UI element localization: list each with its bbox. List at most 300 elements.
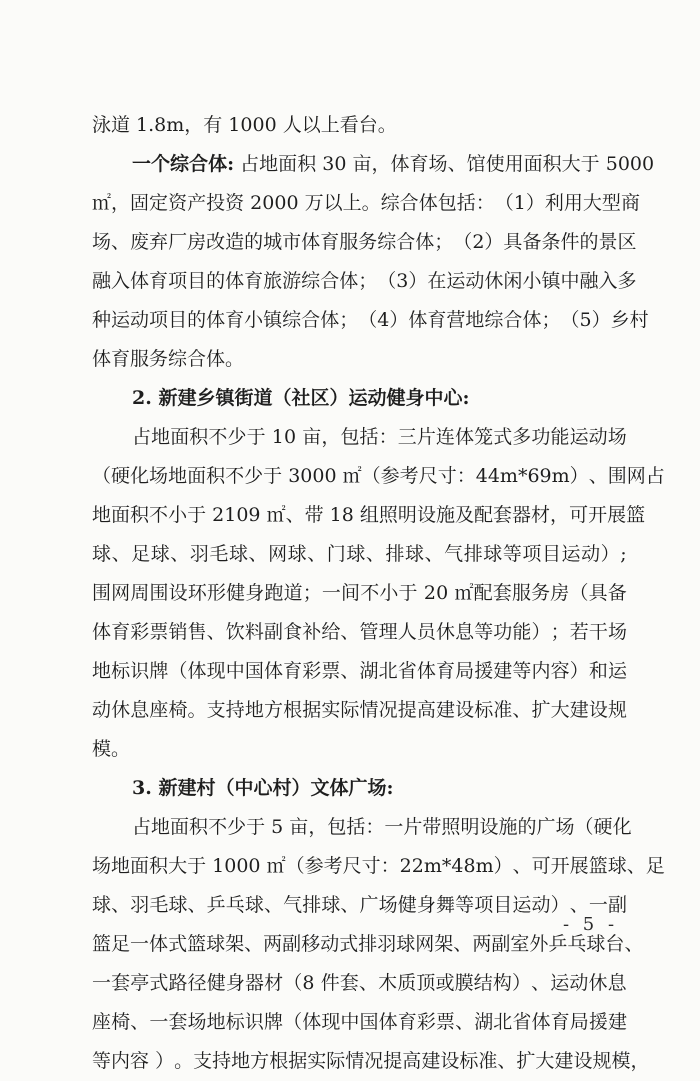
body-text: 移: [301, 933, 321, 955]
body-text: 建: [435, 699, 455, 721]
body-text: 建: [493, 660, 513, 682]
body-text: 小: [379, 582, 399, 604]
body-text: 0: [334, 153, 347, 175]
body-text: 地: [92, 660, 112, 682]
body-text: 3: [322, 153, 335, 175]
body-text: 5: [271, 816, 284, 838]
text-line-content: [132, 418, 627, 457]
body-text: 球: [287, 543, 307, 565]
body-text: 体: [339, 270, 359, 292]
body-text: 育: [435, 660, 455, 682]
body-text: （: [569, 582, 589, 604]
body-text: 、: [424, 543, 444, 565]
body-text: 0: [283, 426, 297, 448]
body-text: （: [494, 192, 514, 214]
body-text: ；: [550, 621, 570, 643]
body-text: 准: [493, 699, 513, 721]
body-text: 投: [206, 192, 226, 214]
body-text: 排: [302, 894, 322, 916]
body-text: 休: [484, 270, 504, 292]
text-line: [92, 379, 627, 418]
body-text: 4: [487, 465, 500, 487]
body-text: 材: [531, 504, 551, 526]
body-text: 景: [598, 231, 618, 253]
text-line: [92, 223, 637, 262]
body-text: 架: [434, 933, 454, 955]
body-text: 场: [92, 855, 112, 877]
text-line: [92, 574, 627, 613]
body-text: ，: [630, 1050, 650, 1072]
body-text: ；: [358, 270, 378, 292]
body-text: 球: [321, 894, 341, 916]
body-text: 套: [492, 582, 512, 604]
text-line: [92, 418, 627, 457]
body-text: 2: [250, 192, 263, 214]
body-text: 围: [149, 582, 169, 604]
body-text: 9: [539, 465, 552, 487]
body-text: 造: [225, 231, 245, 253]
body-text: 乓: [225, 894, 245, 916]
body-text: 综: [301, 270, 321, 292]
body-text: ）: [591, 309, 611, 331]
body-text: 体: [92, 621, 112, 643]
body-text: 尺: [342, 855, 362, 877]
body-text: 闲: [503, 270, 523, 292]
body-text: 休: [435, 621, 455, 643]
bold-text: 2. 新建乡镇街道（社区）运动健身中心:: [132, 387, 470, 409]
body-text: 身: [416, 894, 436, 916]
body-text: 积: [206, 465, 226, 487]
body-text: 寸: [437, 465, 457, 487]
body-text: 篮: [92, 933, 112, 955]
body-text: 标: [111, 660, 131, 682]
body-text: 一: [149, 1011, 169, 1033]
body-text: 运: [569, 426, 589, 448]
body-text: 体: [301, 231, 321, 253]
body-text: 据: [302, 699, 322, 721]
body-text: 休: [111, 699, 131, 721]
text-line: [92, 613, 627, 652]
body-text: 的: [579, 231, 599, 253]
body-text: 功: [493, 621, 513, 643]
body-text: 0: [236, 855, 249, 877]
body-text: 育: [427, 309, 447, 331]
body-text: 能: [550, 426, 570, 448]
body-text: 羽: [189, 543, 209, 565]
body-text: 、: [512, 699, 532, 721]
body-text: 员: [416, 621, 436, 643]
bold-text: 综: [170, 153, 190, 175]
body-text: 村: [629, 309, 649, 331]
body-text: 育: [397, 1011, 417, 1033]
body-text: ）: [493, 855, 513, 877]
body-text: 场: [187, 1011, 207, 1033]
body-text: 0: [436, 582, 449, 604]
body-text: 息: [455, 621, 475, 643]
body-text: 面: [278, 153, 298, 175]
body-text: 副: [491, 933, 511, 955]
body-text: 套: [339, 972, 359, 994]
body-text: 羽: [130, 894, 150, 916]
body-text: 高: [416, 699, 436, 721]
body-text: 门: [326, 543, 346, 565]
text-line: [92, 886, 627, 925]
body-text: 套: [111, 972, 131, 994]
body-text: 服: [339, 231, 359, 253]
body-text: 占: [240, 153, 260, 175]
text-line-content: [92, 691, 627, 730]
body-text: 亩: [302, 426, 322, 448]
body-text: 篮: [626, 504, 646, 526]
body-text: 2: [399, 855, 412, 877]
text-line: [92, 769, 627, 808]
body-text: 不: [360, 582, 380, 604]
body-text: 、: [248, 543, 268, 565]
body-text: 2: [212, 504, 225, 526]
body-text: 网: [268, 543, 288, 565]
body-text: 局: [455, 660, 475, 682]
text-line: [92, 847, 665, 886]
body-text: 副: [607, 894, 627, 916]
body-text: 足: [111, 933, 131, 955]
body-text: 设: [168, 582, 188, 604]
body-text: 0: [236, 504, 249, 526]
body-text: 模: [611, 1050, 631, 1072]
body-text: 地: [244, 699, 264, 721]
body-text: 器: [512, 504, 532, 526]
body-text: ）: [484, 231, 504, 253]
body-text: 面: [187, 465, 207, 487]
body-text: 明: [397, 504, 417, 526]
body-text: 篮: [187, 933, 207, 955]
body-text: 票: [435, 1011, 455, 1033]
body-text: 牌: [149, 660, 169, 682]
body-text: ）: [569, 660, 589, 682]
body-text: 0: [642, 153, 655, 175]
body-text: 规: [592, 1050, 612, 1072]
body-text: 、: [455, 1011, 475, 1033]
body-text: ：: [365, 816, 385, 838]
body-text: 使: [485, 153, 505, 175]
body-text: [266, 418, 272, 457]
body-text: 路: [168, 972, 188, 994]
body-text: 能: [512, 621, 532, 643]
body-text: 两: [263, 933, 283, 955]
body-text: 运: [446, 270, 466, 292]
body-text: 省: [512, 1011, 532, 1033]
body-text: 0: [262, 192, 275, 214]
body-text: 片: [416, 426, 436, 448]
body-text: 体: [390, 153, 410, 175]
body-text: 亩: [352, 153, 372, 175]
body-text: 国: [359, 1011, 379, 1033]
body-text: 面: [170, 816, 190, 838]
body-text: 地: [206, 1011, 226, 1033]
body-text: 售: [187, 621, 207, 643]
text-line: [92, 964, 627, 1003]
body-text: 动: [531, 894, 551, 916]
body-text: 包: [340, 426, 360, 448]
body-text: 内: [111, 1050, 131, 1072]
text-line: [92, 457, 665, 496]
body-text: 、: [244, 933, 264, 955]
body-text: 0: [274, 192, 287, 214]
body-text: 设: [588, 699, 608, 721]
body-text: 及: [454, 504, 474, 526]
body-text: 体: [130, 270, 150, 292]
body-text: 销: [168, 621, 188, 643]
body-text: ㎡: [266, 855, 286, 877]
body-text: 的: [517, 816, 537, 838]
body-text: 目: [541, 543, 561, 565]
body-text: 膜: [454, 972, 474, 994]
body-text: 万: [304, 192, 324, 214]
text-line-content: [92, 301, 649, 340]
body-text: 中: [225, 660, 245, 682]
body-text: 扩: [516, 1050, 536, 1072]
text-line: [92, 184, 640, 223]
body-text: 不: [149, 504, 169, 526]
body-text: 场: [607, 621, 627, 643]
body-text: 括: [359, 426, 379, 448]
body-text: *: [517, 465, 528, 487]
text-line-content: [92, 1042, 650, 1081]
body-text: 房: [550, 582, 570, 604]
body-text: 饮: [225, 621, 245, 643]
body-text: ）: [408, 270, 428, 292]
body-text: 等: [474, 621, 494, 643]
body-text: 用: [563, 192, 583, 214]
body-text: 镇: [263, 309, 283, 331]
text-line: [92, 1042, 650, 1081]
body-text: m: [551, 465, 570, 487]
body-text: 场: [607, 426, 627, 448]
body-text: ；: [541, 309, 561, 331]
body-text: 带: [304, 504, 324, 526]
body-text: 面: [111, 504, 131, 526]
body-text: 目: [187, 270, 207, 292]
body-text: 湖: [474, 1011, 494, 1033]
body-text: 身: [245, 582, 265, 604]
body-text: 健: [206, 972, 226, 994]
body-text: 2: [411, 855, 424, 877]
bold-text: :: [227, 153, 235, 175]
body-text: 大: [535, 1050, 555, 1072]
body-text: 于: [398, 582, 418, 604]
body-text: ）: [525, 192, 545, 214]
body-text: 设: [416, 504, 436, 526]
body-text: 综: [380, 192, 400, 214]
body-text: 亭: [130, 972, 150, 994]
bold-text: 个: [151, 153, 171, 175]
body-text: 或: [435, 972, 455, 994]
body-text: ）: [531, 621, 551, 643]
body-text: 0: [224, 855, 237, 877]
body-text: 5: [605, 153, 618, 175]
body-text: 营: [446, 309, 466, 331]
body-text: 套: [168, 1011, 188, 1033]
body-text: 彩: [302, 660, 322, 682]
body-text: 式: [493, 426, 513, 448]
body-text: 足: [645, 855, 665, 877]
body-text: 目: [168, 309, 188, 331]
body-text: 。: [187, 699, 207, 721]
body-text: 5: [579, 309, 592, 331]
body-text: 识: [244, 1011, 264, 1033]
body-text: 、: [626, 855, 646, 877]
body-text: 式: [168, 933, 188, 955]
body-text: 合: [320, 270, 340, 292]
body-text: 体: [418, 192, 438, 214]
body-text: 外: [529, 933, 549, 955]
body-text: 厂: [168, 231, 188, 253]
body-text: 、: [206, 621, 226, 643]
text-line-content: [92, 925, 644, 964]
body-text: （: [560, 309, 580, 331]
body-text: ）: [569, 465, 589, 487]
body-text: 项: [474, 894, 494, 916]
body-text: 硬: [593, 816, 613, 838]
body-text: 器: [245, 972, 265, 994]
text-line-content: [132, 808, 632, 847]
body-text: ）: [600, 543, 620, 565]
body-text: 方: [250, 1050, 270, 1072]
body-text: 座: [149, 699, 169, 721]
body-text: 三: [397, 426, 417, 448]
text-line-content: [132, 379, 627, 418]
body-text: 体: [455, 426, 475, 448]
body-text: 面: [523, 153, 543, 175]
text-line-content: [92, 1003, 627, 1042]
body-text: 据: [288, 1050, 308, 1072]
body-text: 、: [170, 543, 190, 565]
body-text: 彩: [130, 621, 150, 643]
body-text: 场: [92, 231, 112, 253]
body-text: 木: [378, 972, 398, 994]
text-line: [92, 535, 627, 574]
body-text: ㎡: [342, 465, 362, 487]
body-text: ：: [475, 192, 495, 214]
body-text: （: [574, 816, 594, 838]
body-text: 内: [531, 660, 551, 682]
body-text: 容: [130, 1050, 150, 1072]
body-text: 少: [244, 465, 264, 487]
body-text: 场: [378, 894, 398, 916]
body-text: 固: [130, 192, 150, 214]
body-text: 目: [493, 894, 513, 916]
body-text: 设: [479, 816, 499, 838]
body-text: 化: [612, 816, 632, 838]
body-text: 尺: [418, 465, 438, 487]
body-text: 动: [320, 933, 340, 955]
body-text: 气: [444, 543, 464, 565]
body-text: 游: [282, 270, 302, 292]
body-text: 现: [206, 660, 226, 682]
body-text: 地: [151, 816, 171, 838]
body-text: 补: [302, 621, 322, 643]
body-text: 、: [130, 1011, 150, 1033]
body-text: 的: [244, 231, 264, 253]
body-text: 泳道 1.8m，有 1000 人以上看台。: [92, 114, 397, 136]
body-text: 围: [92, 582, 112, 604]
text-line-content: [92, 106, 627, 145]
body-text: 模。: [92, 738, 131, 760]
body-text: 资: [225, 192, 245, 214]
body-text: 用: [504, 153, 524, 175]
body-text: 积: [130, 504, 150, 526]
body-text: 考: [323, 855, 343, 877]
body-text: 规: [607, 699, 627, 721]
body-text: （: [285, 855, 305, 877]
body-text: ：: [456, 465, 476, 487]
text-line: [92, 1003, 627, 1042]
body-text: 体: [320, 309, 340, 331]
body-text: 乒: [206, 894, 226, 916]
body-text: 0: [300, 465, 313, 487]
body-text: 体: [187, 660, 207, 682]
body-text: 方: [263, 699, 283, 721]
text-line: [92, 808, 632, 847]
body-text: 3: [396, 270, 409, 292]
text-line-content: [92, 574, 627, 613]
body-text: 、: [285, 504, 305, 526]
body-text: 、: [263, 894, 283, 916]
body-text: 区: [617, 231, 637, 253]
body-text: *: [441, 855, 452, 877]
bold-text: 一: [132, 153, 152, 175]
body-text: 废: [130, 231, 150, 253]
body-text: 动: [465, 270, 485, 292]
text-line: [92, 925, 644, 964]
body-text: 8: [463, 855, 476, 877]
body-text: 构: [492, 972, 512, 994]
body-text: 况: [378, 699, 398, 721]
body-text: 身: [225, 972, 245, 994]
body-text: 气: [283, 894, 303, 916]
body-text: 标: [459, 1050, 479, 1072]
body-text: 根: [283, 699, 303, 721]
body-text: 、: [340, 894, 360, 916]
body-text: ，: [371, 153, 391, 175]
body-text: 设: [440, 1050, 460, 1072]
body-text: 建: [607, 1011, 627, 1033]
body-text: 道: [283, 582, 303, 604]
body-text: 现: [321, 1011, 341, 1033]
body-text: 容: [550, 660, 570, 682]
text-line-content: [92, 262, 637, 301]
body-text: 、: [365, 543, 385, 565]
body-text: 、: [588, 465, 608, 487]
body-text: 理: [378, 621, 398, 643]
body-text: 、: [497, 1050, 517, 1072]
body-text: 运: [111, 309, 131, 331]
body-text: 持: [212, 1050, 232, 1072]
body-text: 包: [437, 192, 457, 214]
body-text: 占: [645, 465, 665, 487]
body-text: ；: [339, 309, 359, 331]
body-text: 地: [465, 309, 485, 331]
body-text: 包: [327, 816, 347, 838]
body-text: 在: [427, 270, 447, 292]
body-text: （: [358, 309, 378, 331]
text-line-content: [92, 184, 640, 223]
body-text: 于: [263, 465, 283, 487]
body-text: 一: [130, 933, 150, 955]
body-text: 育: [409, 153, 429, 175]
body-text: 城: [263, 231, 283, 253]
body-text: 考: [399, 465, 419, 487]
body-text: 况: [364, 1050, 384, 1072]
